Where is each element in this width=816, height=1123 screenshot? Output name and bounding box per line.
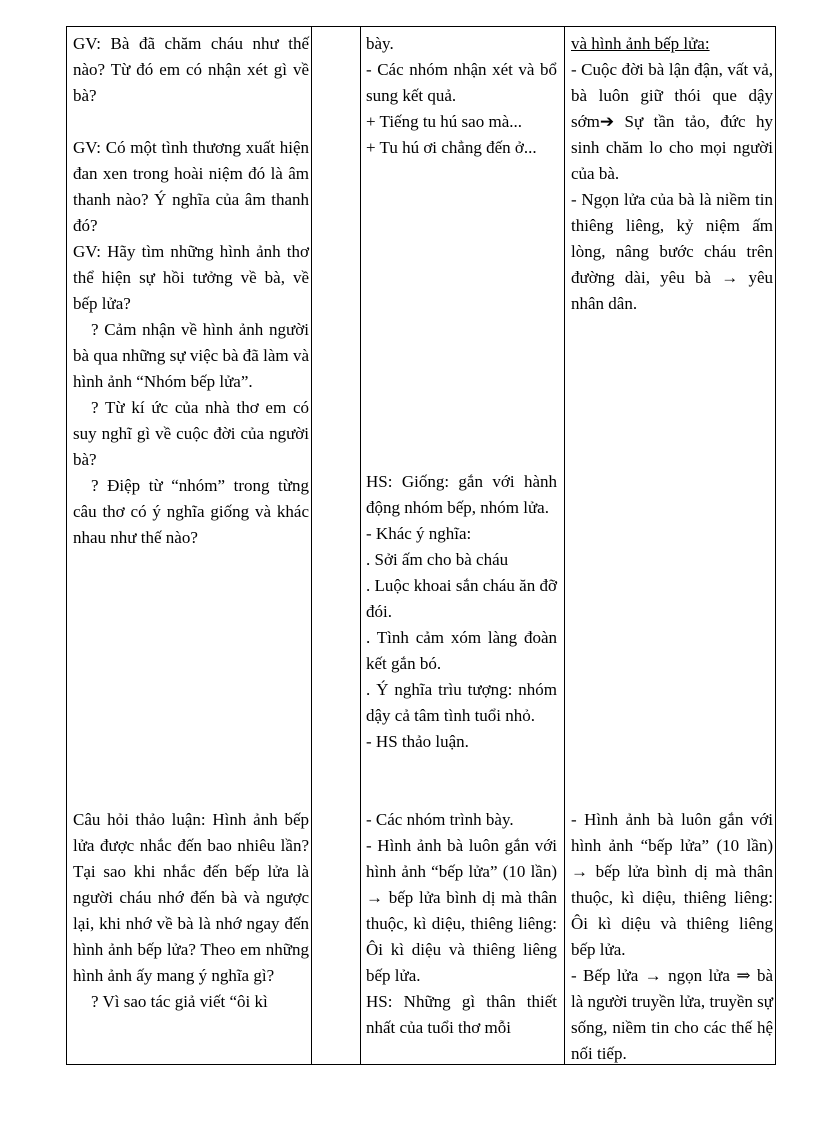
activity-text: HS: Những gì thân thiết nhất của tuổi thơ mỗi: [366, 992, 557, 1037]
activity-text: - Hình ảnh bà luôn gắn với hình ảnh “bếp lửa” (10 lần) → bếp lửa bình dị mà thân thuộc, kì diệu, thiêng liêng: Ôi kì diệu và thiêng liêng bếp lửa.: [366, 836, 557, 985]
question-text: Câu hỏi thảo luận: Hình ảnh bếp lửa được nhắc đến bao nhiêu lần? Tại sao khi nhắc đến bếp lửa là người cháu nhớ đến bà và ngược lại, khi nhớ về bà là nhớ ngay đến hình ảnh bếp lửa? Theo em những hình ảnh ấy mang ý nghĩa gì?: [73, 810, 309, 985]
content-column: [571, 31, 773, 317]
group-presentation: [366, 807, 557, 1041]
question-text: GV: Hãy tìm những hình ảnh thơ thể hiện sự hồi tưởng về bà, về bếp lửa?: [73, 242, 309, 313]
question-text: GV: Bà đã chăm cháu như thế nào? Từ đó em có nhận xét gì về bà?: [73, 34, 309, 105]
activity-text: + Tu hú ơi chẳng đến ở...: [366, 138, 537, 157]
activity-text: - Các nhóm trình bày.: [366, 810, 514, 829]
column-divider: [311, 27, 312, 1064]
question-text: GV: Có một tình thương xuất hiện đan xen trong hoài niệm đó là âm thanh nào? Ý nghĩa của âm thanh đó?: [73, 138, 309, 235]
content-text: - Cuộc đời bà lận đận, vất vả, bà luôn giữ thói que dậy sớm➔ Sự tần tảo, đức hy sinh chăm lo cho mọi người của bà.: [571, 60, 773, 183]
column-divider: [360, 27, 361, 1064]
activity-text: . Tình cảm xóm làng đoàn kết gắn bó.: [366, 628, 557, 673]
student-activity-column: [366, 31, 557, 161]
lesson-table: [66, 26, 776, 1065]
discussion-questions: [73, 807, 309, 1015]
content-text: - Bếp lửa → ngọn lửa ⇒ bà là người truyền lửa, truyền sự sống, niềm tin cho các thế hệ nối tiếp.: [571, 966, 773, 1063]
content-text: - Hình ảnh bà luôn gắn với hình ảnh “bếp lửa” (10 lần) → bếp lửa bình dị mà thân thuộc, kì diệu, thiêng liêng: Ôi kì diệu và thiêng liêng bếp lửa.: [571, 810, 773, 959]
column-divider: [564, 27, 565, 1064]
activity-text: - Khác ý nghĩa:: [366, 524, 472, 543]
question-text: ? Điệp từ “nhóm” trong từng câu thơ có ý nghĩa giống và khác nhau như thế nào?: [73, 476, 309, 547]
activity-text: - Các nhóm nhận xét và bổ sung kết quả.: [366, 60, 557, 105]
activity-text: . Ý nghĩa trìu tượng: nhóm dậy cả tâm tình tuổi nhỏ.: [366, 680, 557, 725]
activity-text: HS: Giống: gắn với hành động nhóm bếp, nhóm lửa.: [366, 472, 557, 517]
activity-text: . Luộc khoai sắn cháu ăn đỡ đói.: [366, 576, 557, 621]
student-answer: [366, 469, 557, 755]
content-conclusion: [571, 807, 773, 1067]
content-text: - Ngọn lửa của bà là niềm tin thiêng liêng, kỷ niệm ấm lòng, nâng bước cháu trên đường dài, yêu bà → yêu nhân dân.: [571, 190, 773, 313]
section-heading: và hình ảnh bếp lửa:: [571, 34, 710, 53]
activity-text: - HS thảo luận.: [366, 732, 469, 751]
activity-text: + Tiếng tu hú sao mà...: [366, 112, 522, 131]
question-text: ? Từ kí ức của nhà thơ em có suy nghĩ gì về cuộc đời của người bà?: [73, 398, 309, 469]
teacher-questions-column: [73, 31, 309, 551]
question-text: ? Cảm nhận về hình ảnh người bà qua những sự việc bà đã làm và hình ảnh “Nhóm bếp lửa”.: [73, 320, 309, 391]
activity-text: bày.: [366, 34, 394, 53]
activity-text: . Sởi ấm cho bà cháu: [366, 550, 509, 569]
question-text: ? Vì sao tác giả viết “ôi kì: [91, 992, 268, 1011]
